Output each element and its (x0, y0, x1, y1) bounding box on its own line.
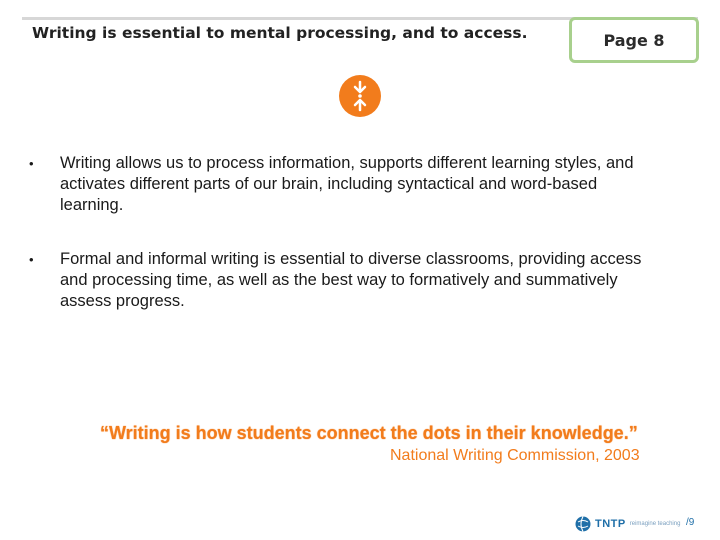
bullet-dot-icon: • (29, 252, 34, 267)
quote-text: “Writing is how students connect the dots in their knowledge.” (100, 423, 638, 443)
logo-text: TNTP (595, 518, 626, 530)
quote-attribution: National Writing Commission, 2003 (390, 447, 640, 464)
page-number: /9 (686, 517, 695, 528)
bullet-text: Writing allows us to process information, supports different learning styles, and activates different parts of our brain, including syntactical and word-based learning. (60, 154, 634, 214)
focus-arrows-icon (339, 75, 381, 117)
page-label: Page 8 (603, 30, 665, 50)
bullet-item (29, 153, 650, 216)
bullet-text: Formal and informal writing is essential to diverse classrooms, providing access and processing time, as well as the best way to formatively and summatively assess progress. (60, 250, 642, 310)
bullet-item (29, 249, 650, 312)
slide-title: Writing is essential to mental processing, and to access. (32, 24, 528, 42)
page-label-box (569, 17, 699, 63)
logo-tagline: reimagine teaching (629, 521, 681, 527)
bullet-dot-icon: • (29, 156, 34, 171)
globe-icon (575, 516, 591, 532)
tntp-logo (575, 515, 680, 533)
